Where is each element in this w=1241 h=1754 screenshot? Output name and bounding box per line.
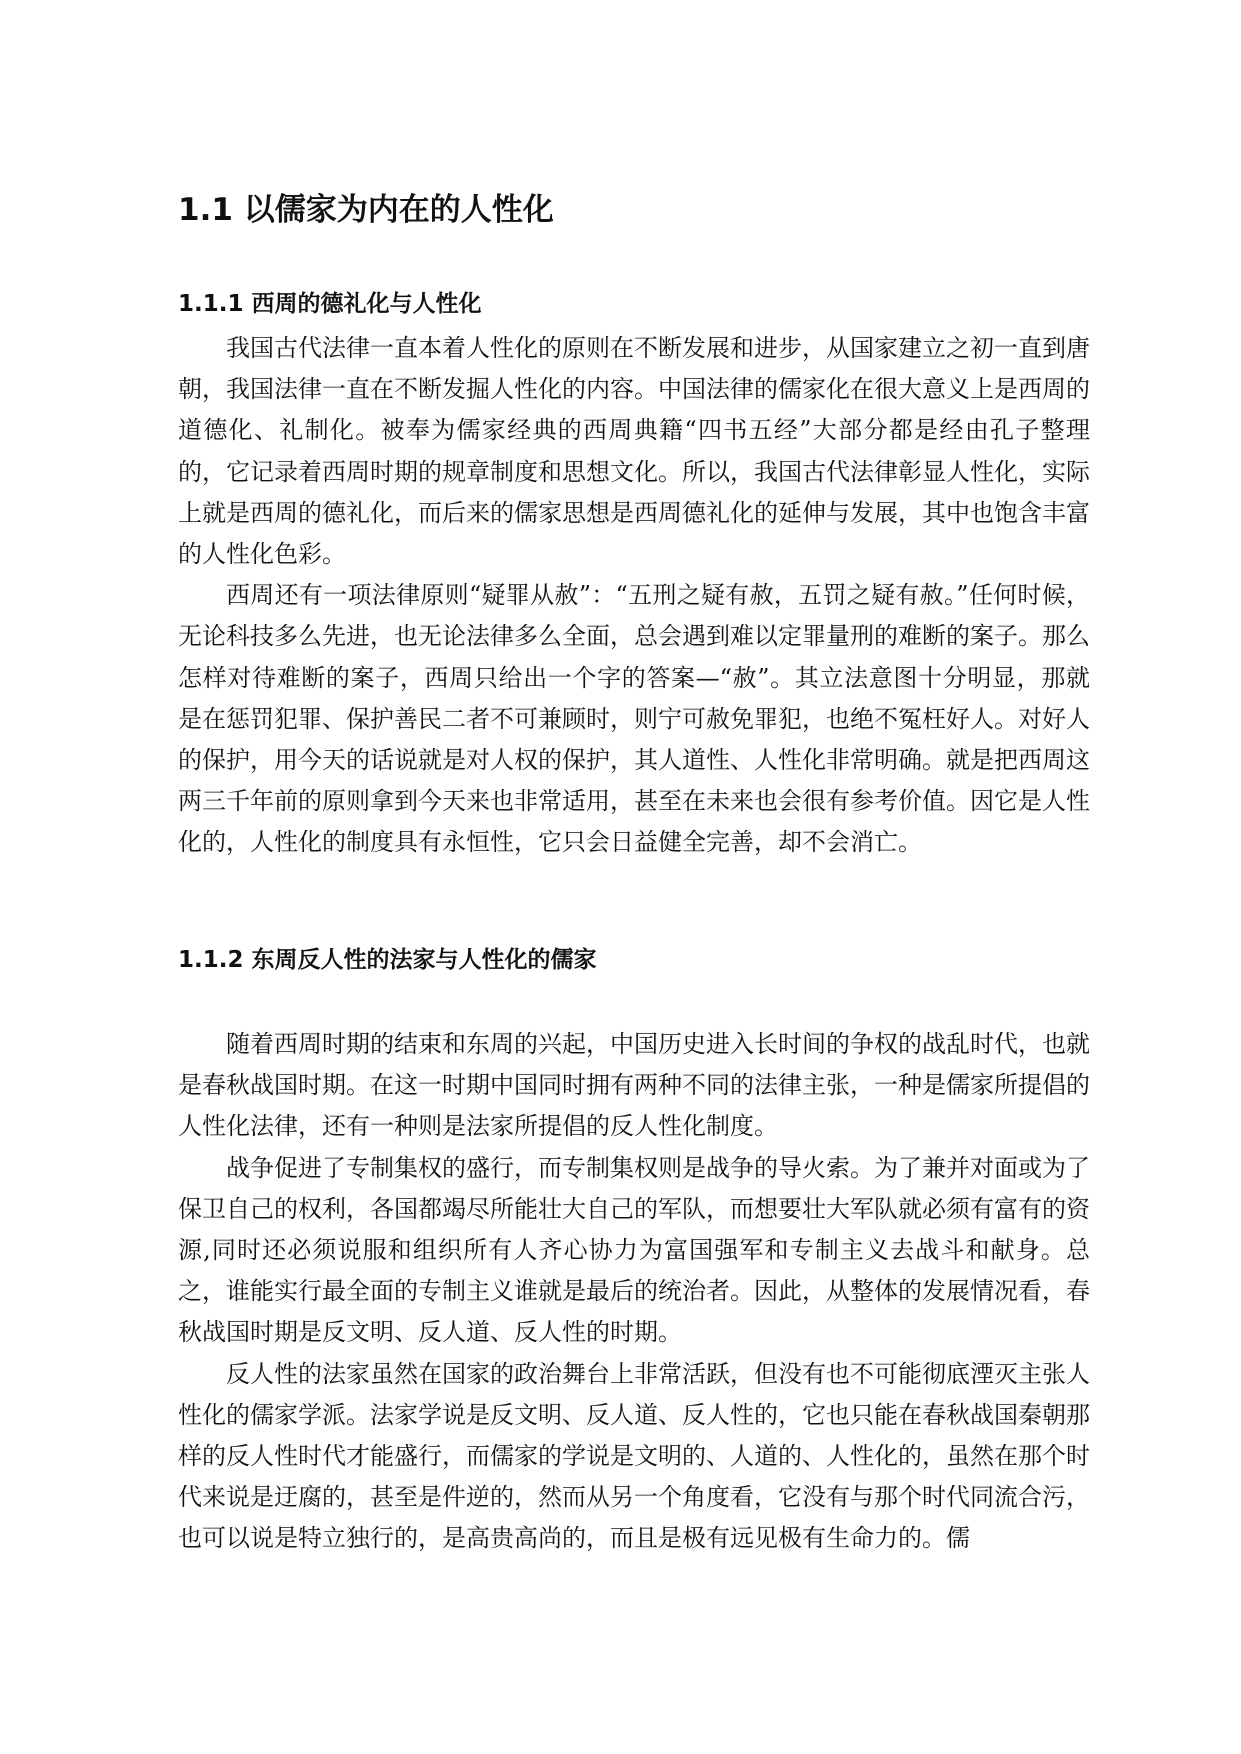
section-body-1-1-1 [178, 328, 1090, 864]
chapter-heading: 1.1 以儒家为内在的人性化 [178, 192, 554, 228]
section-heading-1-1-2: 1.1.2 东周反人性的法家与人性化的儒家 [178, 947, 597, 973]
paragraph: 随着西周时期的结束和东周的兴起，中国历史进入长时间的争权的战乱时代，也就是春秋战国时期。在这一时期中国同时拥有两种不同的法律主张，一种是儒家所提倡的人性化法律，还有一种则是法家所提倡的反人性化制度。 [178, 1030, 1090, 1141]
paragraph: 西周还有一项法律原则“疑罪从赦”：“五刑之疑有赦，五罚之疑有赦。”任何时候，无论科技多么先进，也无论法律多么全面，总会遇到难以定罪量刑的难断的案子。那么怎样对待难断的案子，西周只给出一个字的答案—“赦”。其立法意图十分明显，那就是在惩罚犯罪、保护善民二者不可兼顾时，则宁可赦免罪犯，也绝不冤枉好人。对好人的保护，用今天的话说就是对人权的保护，其人道性、人性化非常明确。就是把西周这两三千年前的原则拿到今天来也非常适用，甚至在未来也会很有参考价值。因它是人性化的，人性化的制度具有永恒性，它只会日益健全完善，却不会消亡。 [178, 581, 1090, 857]
section-body-1-1-2 [178, 1024, 1090, 1560]
paragraph: 反人性的法家虽然在国家的政治舞台上非常活跃，但没有也不可能彻底湮灭主张人性化的儒家学派。法家学说是反文明、反人道、反人性的，它也只能在春秋战国秦朝那样的反人性时代才能盛行，而儒家的学说是文明的、人道的、人性化的，虽然在那个时代来说是迂腐的，甚至是件逆的，然而从另一个角度看，它没有与那个时代同流合污，也可以说是特立独行的，是高贵高尚的，而且是极有远见极有生命力的。儒 [178, 1359, 1090, 1553]
paragraph: 战争促进了专制集权的盛行，而专制集权则是战争的导火索。为了兼并对面或为了保卫自己的权利，各国都竭尽所能壮大自己的军队，而想要壮大军队就必须有富有的资源,同时还必须说服和组织所有人齐心协力为富国强军和专制主义去战斗和献身。总之，谁能实行最全面的专制主义谁就是最后的统治者。因此，从整体的发展情况看，春秋战国时期是反文明、反人道、反人性的时期。 [178, 1153, 1090, 1347]
section-heading-1-1-1: 1.1.1 西周的德礼化与人性化 [178, 291, 482, 317]
paragraph: 我国古代法律一直本着人性化的原则在不断发展和进步，从国家建立之初一直到唐朝，我国法律一直在不断发掘人性化的内容。中国法律的儒家化在很大意义上是西周的道德化、礼制化。被奉为儒家经典的西周典籍“四书五经”大部分都是经由孔子整理的，它记录着西周时期的规章制度和思想文化。所以，我国古代法律彰显人性化，实际上就是西周的德礼化，而后来的儒家思想是西周德礼化的延伸与发展，其中也饱含丰富的人性化色彩。 [178, 334, 1090, 569]
